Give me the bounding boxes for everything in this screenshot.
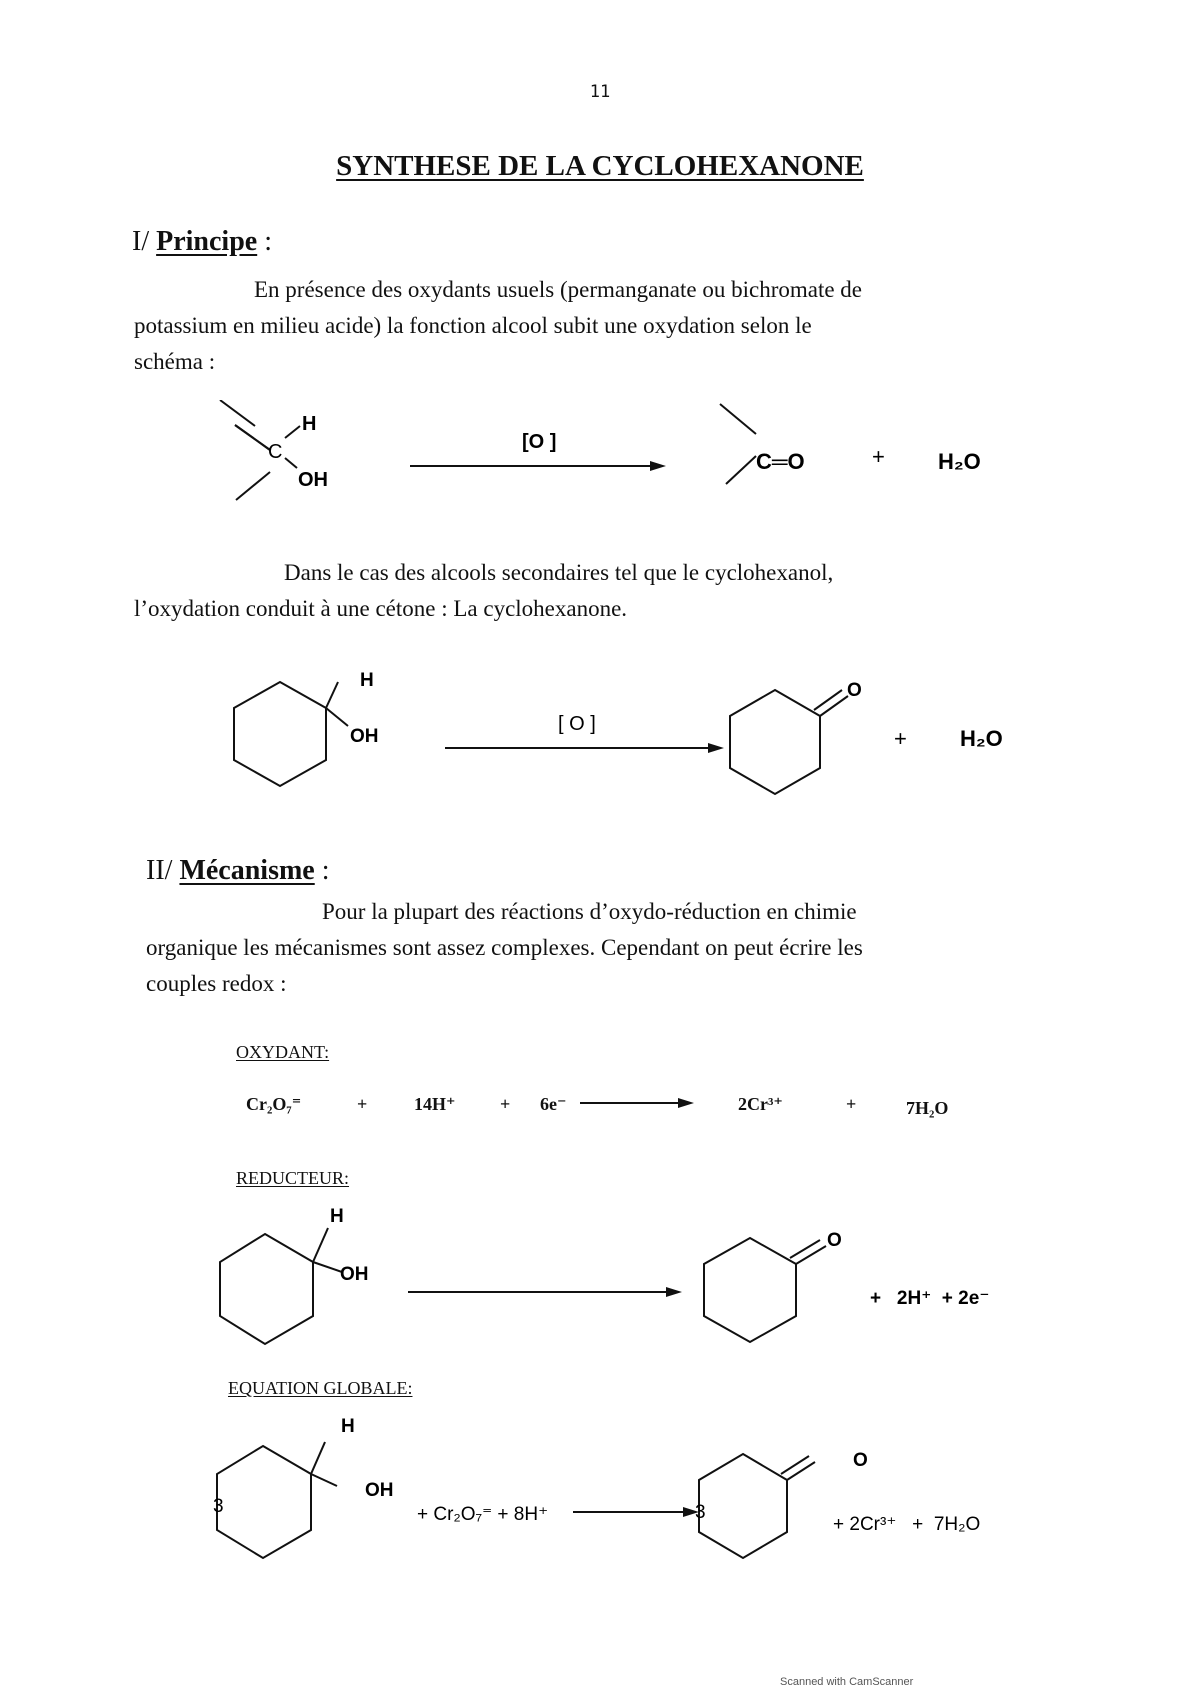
- paragraph-line: couples redox :: [146, 971, 287, 996]
- carbonyl-label: C═O: [756, 449, 805, 474]
- reaction-arrow: [580, 1096, 695, 1110]
- paragraph-line: potassium en milieu acide) la fonction alcool subit une oxydation selon le: [134, 313, 812, 338]
- oh-label: OH: [340, 1264, 369, 1285]
- plus-sign: +: [894, 726, 907, 751]
- page-title: [0, 150, 1200, 183]
- o-label: O: [853, 1450, 868, 1471]
- oxidant-label: [O ]: [522, 431, 557, 453]
- c-label: C: [268, 441, 283, 463]
- heading-text: Mécanisme: [179, 855, 315, 886]
- plus-sign: +: [357, 1094, 368, 1114]
- title-text: SYNTHESE DE LA CYCLOHEXANONE: [336, 150, 864, 182]
- cyclohexanol-paragraph: [134, 555, 1014, 627]
- plus-sign: +: [872, 444, 885, 469]
- h-label: H: [302, 413, 317, 435]
- section-heading-principe: I/ Principe :: [132, 226, 272, 257]
- water-formula: 7H₂O: [906, 1098, 949, 1118]
- stoichiometric-coefficient: 3: [213, 1496, 224, 1517]
- protons-formula: 14H⁺: [414, 1094, 456, 1114]
- h-label: H: [341, 1416, 355, 1437]
- products-label: + 2H⁺ + 2e⁻: [870, 1288, 990, 1309]
- plus-sign: +: [846, 1094, 857, 1114]
- equation-globale-scheme: [205, 1408, 1050, 1578]
- oxidant-label: [ O ]: [558, 713, 596, 735]
- heading-text: Principe: [156, 226, 258, 257]
- electrons-formula: 6e⁻: [540, 1094, 567, 1114]
- plus-sign: +: [500, 1094, 511, 1114]
- paragraph-line: schéma :: [134, 349, 216, 374]
- cyclohexanol-oxidation-scheme: [230, 660, 1030, 810]
- water-label: H₂O: [938, 449, 981, 474]
- oxydant-label: OXYDANT:: [236, 1042, 330, 1062]
- reducteur-label: REDUCTEUR:: [236, 1168, 350, 1188]
- stoichiometric-coefficient: 3: [695, 1502, 706, 1523]
- alcohol-oxidation-scheme: [200, 400, 1020, 520]
- principe-paragraph: [134, 272, 1014, 380]
- oh-label: OH: [298, 469, 328, 491]
- o-label: O: [827, 1230, 842, 1251]
- page-number: 11: [589, 82, 611, 102]
- scanner-footer: Scanned with CamScanner: [780, 1676, 914, 1688]
- h-label: H: [360, 670, 374, 691]
- paragraph-line: Pour la plupart des réactions d’oxydo-réduction en chimie: [322, 899, 857, 924]
- dichromate-formula: Cr₂O₇⁼: [246, 1094, 302, 1114]
- reducteur-scheme: [210, 1196, 1040, 1346]
- paragraph-line: organique les mécanismes sont assez complexes. Cependant on peut écrire les: [146, 935, 863, 960]
- paragraph-line: En présence des oxydants usuels (permanganate ou bichromate de: [254, 277, 863, 302]
- mecanisme-paragraph: [146, 894, 1026, 1002]
- h-label: H: [330, 1206, 344, 1227]
- paragraph-line: Dans le cas des alcools secondaires tel que le cyclohexanol,: [284, 560, 834, 585]
- water-label: H₂O: [960, 726, 1003, 751]
- chromium-formula: 2Cr³⁺: [738, 1094, 783, 1114]
- oh-label: OH: [350, 726, 379, 747]
- o-label: O: [847, 680, 862, 701]
- reagents-label: + Cr₂O₇⁼ + 8H⁺: [417, 1504, 549, 1525]
- products-label: + 2Cr³⁺ + 7H₂O: [833, 1514, 981, 1535]
- paragraph-line: l’oxydation conduit à une cétone : La cyclohexanone.: [134, 596, 628, 621]
- equation-globale-label: EQUATION GLOBALE:: [228, 1378, 413, 1398]
- oh-label: OH: [365, 1480, 394, 1501]
- section-heading-mecanisme: II/ Mécanisme :: [146, 855, 330, 886]
